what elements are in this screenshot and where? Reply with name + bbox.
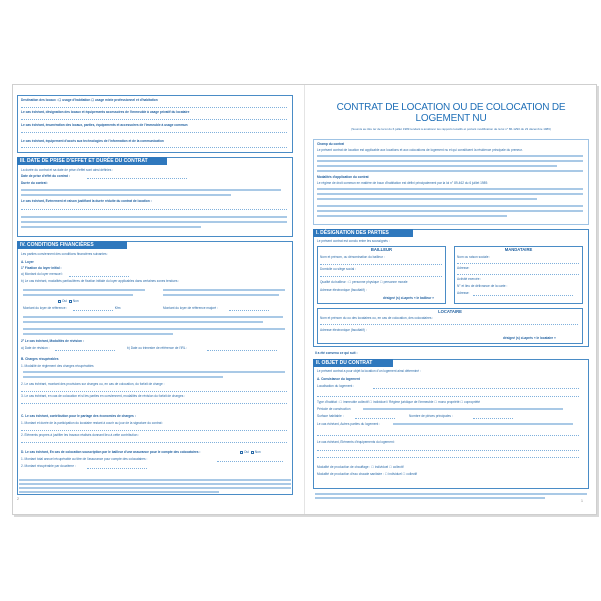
document-subtitle: (Soumis au titre Ier de la loi du 6 juillet 1989 tendant à améliorer les rapports locatifs et portant modification de la loi n° 86-1290 du 23 décembre 1986) bbox=[351, 127, 551, 131]
text-block bbox=[23, 321, 263, 323]
fill-line bbox=[55, 350, 115, 351]
insurance-total-label: 1. Montant total annuel récupérable au titre de l'assurance pour compte des colocataires : bbox=[21, 457, 148, 461]
mandataire-card-address-label: Adresse : bbox=[457, 291, 471, 295]
surface-label: Surface habitable : bbox=[317, 414, 344, 418]
text-block bbox=[19, 487, 291, 489]
reference-rent-unit: €/m² bbox=[115, 306, 122, 310]
bailleur-email-label: Adresse électronique (facultatif) : bbox=[320, 288, 367, 292]
reference-rent-label: Montant du loyer de référence : bbox=[23, 306, 68, 310]
document-title: CONTRAT DE LOCATION OU DE COLOCATION DE LOGEMENT NU bbox=[336, 102, 566, 124]
insurance-heading: D. Le cas échéant, En cas de colocation souscription par le bailleur d'une assurance pour le compte des colocataires : bbox=[21, 450, 201, 454]
no-checkbox[interactable] bbox=[69, 300, 72, 303]
private-premises-line: Le cas échéant, désignation des locaux et équipements accessoires de l'immeuble à usage privatif du locataire bbox=[21, 110, 190, 114]
construction-period-label: Période de construction bbox=[317, 407, 351, 411]
fill-line bbox=[320, 324, 578, 325]
fill-line bbox=[69, 276, 129, 277]
mandataire-activity-label: Activité exercée : bbox=[457, 277, 482, 281]
fill-line bbox=[207, 350, 277, 351]
text-block bbox=[317, 198, 537, 200]
savings-contribution-heading: C. Le cas échéant, contribution pour le partage des économies de charges : bbox=[21, 414, 136, 418]
insurance-yes-label: Oui bbox=[244, 450, 249, 454]
mandataire-caption: MANDATAIRE bbox=[504, 247, 533, 252]
text-block bbox=[393, 423, 573, 425]
application-line: Le régime de droit commun en matière de baux d'habitation est défini principalement par la loi n° 89-462 du 6 juillet 1989. bbox=[317, 181, 489, 185]
rooms-label: Nombre de pièces principales : bbox=[409, 414, 453, 418]
fill-line bbox=[317, 396, 579, 397]
bailleur-address-label: Domicile ou siège social : bbox=[320, 267, 356, 271]
right-page bbox=[313, 95, 589, 505]
parties-intro: Le présent contrat est conclu entre les soussignés : bbox=[317, 239, 390, 243]
text-block bbox=[21, 226, 201, 228]
text-block bbox=[317, 193, 583, 195]
section-4-heading: IV. CONDITIONS FINANCIÈRES bbox=[17, 241, 127, 249]
reduced-duration-label: Le cas échéant, Événement et raison justifiant la durée réduite du contrat de location : bbox=[21, 199, 152, 203]
fill-line bbox=[21, 442, 287, 443]
fill-line bbox=[87, 468, 147, 469]
text-block bbox=[23, 376, 223, 378]
heating-label: Modalité de production de chauffage : ☐ individuel ☐ collectif bbox=[317, 465, 404, 469]
common-premises-line: Le cas échéant, énumération des locaux, parties, équipements et accessoires de l'immeuble à usage commun bbox=[21, 123, 188, 127]
monthly-rent-label: a) Montant du loyer mensuel : bbox=[21, 272, 64, 276]
revision-date-label: a) Date de révision : bbox=[21, 346, 50, 350]
location-label: Localisation du logement : bbox=[317, 384, 355, 388]
text-block bbox=[317, 215, 507, 217]
text-block bbox=[21, 221, 287, 223]
charges-heading: B. Charges récupérables bbox=[21, 357, 59, 361]
text-block bbox=[23, 316, 283, 318]
locataire-designation: désigné (s) ci-après « le locataire » bbox=[503, 336, 556, 340]
text-block bbox=[317, 155, 583, 157]
text-block bbox=[317, 205, 583, 207]
fill-line bbox=[320, 276, 442, 277]
fill-line bbox=[21, 119, 287, 120]
fill-line bbox=[73, 310, 113, 311]
bailleur-caption: BAILLEUR bbox=[370, 247, 393, 252]
section-3-heading: III. DATE DE PRISE D'EFFET ET DURÉE DU CONTRAT bbox=[17, 157, 167, 165]
text-block bbox=[21, 194, 231, 196]
fill-line bbox=[21, 107, 287, 108]
works-justification-label: 2. Éléments propres à justifier les travaux réalisés donnant lieu à cette contribution : bbox=[21, 433, 140, 437]
text-block bbox=[315, 497, 545, 499]
section-1-heading: I. DÉSIGNATION DES PARTIES bbox=[313, 229, 413, 237]
bailleur-name-label: Nom et prénom, ou dénomination du bailleur : bbox=[320, 255, 385, 259]
mandataire-name-label: Nom ou raison sociale : bbox=[457, 255, 491, 259]
page-fold bbox=[304, 85, 305, 515]
agreement-line: Il a été convenu ce qui suit : bbox=[315, 351, 358, 355]
scope-heading: Champ du contrat bbox=[317, 142, 345, 146]
provisions-label: 2. Le cas échéant, montant des provisions sur charges ou, en cas de colocation, du forfait de charge : bbox=[21, 382, 165, 386]
locataire-name-label: Nom et prénom du ou des locataires ou, en cas de colocation, des colocataires : bbox=[320, 316, 434, 320]
text-block bbox=[23, 294, 133, 296]
bailleur-quality-label: Qualité du bailleur : ☐ personne physique ☐ personne morale bbox=[320, 280, 408, 284]
hot-water-label: Modalité de production d'eau chaude sanitaire : ☐ individuel ☐ collectif bbox=[317, 472, 418, 476]
text-block bbox=[317, 165, 557, 167]
section-3-line: La durée du contrat et sa date de prise d'effet sont ainsi définies : bbox=[21, 168, 114, 172]
text-block bbox=[317, 160, 583, 162]
contract-sheet bbox=[12, 84, 597, 515]
text-block bbox=[317, 210, 583, 212]
text-block bbox=[317, 170, 583, 172]
loyer-heading: A. Loyer bbox=[21, 260, 34, 264]
text-block bbox=[23, 333, 173, 335]
fill-line bbox=[217, 461, 283, 462]
application-heading: Modalités d'application du contrat bbox=[317, 175, 369, 179]
charges-payment-label: 1. Modalité de règlement des charges récupérables bbox=[21, 364, 94, 368]
other-parts-label: Le cas échéant, Autres parties du logement : bbox=[317, 422, 381, 426]
mandataire-card-label: N° et lieu de délivrance de la carte : bbox=[457, 284, 508, 288]
fill-line bbox=[317, 450, 579, 451]
left-page: Destination des locaux : ☐ usage d'habitation ☐ usage mixte professionnel et d'habitation Le cas échéant, désignation des locaux et équipements accessoires de l'immeuble à usage privatif du locataire Le cas échéant, énumération des locaux, parties, équipements et accessoires de l'immeuble à usage commun Le cas échéant, équipement d'accès aux technologies de l'information et de la communication III. DATE DE PRISE D'EFFET ET DURÉE DU CONTRAT La durée du contrat et sa date de prise d'effet sont ainsi définies : Date de prise d'effet du contrat : Durée du contrat : Le cas échéant, Événement et raison justifiant la durée réduite du contrat de location : IV. CONDITIONS FINANCIÈRES Les parties conviennent des conditions financières suivantes : A. Loyer 1° Fixation du loyer initial : a) Montant du loyer mensuel : b) Le cas échéant, modalités particulières de fixation initiale du loyer applicables dans certaines zones tendues : Oui Non Montant du loyer de référence : €/m² Montant du loyer de référence majoré : 2° Le cas échéant, Modalités de révision : a) Date de révision : b) Date ou trimestre de référence de l'IRL : B. Charges récupérables 1. Modalité de règlement des charges récupérables 2. Le cas échéant, montant des provisions sur charges ou, en cas de colocation, du forfait de charge : 3. Le cas échéant, en cas de colocation et si les parties en conviennent, modalités de révision du forfait de charges : C. Le cas échéant, contribution pour le partage des économies de charges : 1. Montant et durée de la participation du locataire restant à courir au jour de la signature du contrat : 2. Éléments propres à justifier les travaux réalisés donnant lieu à cette contribution : D. Le cas échéant, En cas de colocation souscription par le bailleur d'une assurance pour le compte des colocataires : Oui Non 1. Montant total annuel récupérable au titre de l'assurance pour compte des colocataires : 2. Montant récupérable par douzième : 2 bbox=[17, 95, 293, 505]
fill-line bbox=[355, 418, 395, 419]
fill-line bbox=[87, 178, 187, 179]
effective-date-label: Date de prise d'effet du contrat : bbox=[21, 174, 70, 178]
tense-zone-label: b) Le cas échéant, modalités particulières de fixation initiale du loyer applicables dans certaines zones tendues : bbox=[21, 279, 180, 283]
tic-equipment-line: Le cas échéant, équipement d'accès aux technologies de l'information et de la communication bbox=[21, 139, 164, 143]
insurance-yes-checkbox[interactable] bbox=[240, 451, 243, 454]
habitat-type-label: Type d'habitat : ☐ immeuble collectif ☐ individuel / Régime juridique de l'immeuble ☐ mono propriété ☐ copropriété bbox=[317, 400, 481, 404]
text-block bbox=[21, 216, 287, 218]
fill-line bbox=[21, 132, 287, 133]
fill-line bbox=[473, 418, 513, 419]
text-block bbox=[163, 289, 285, 291]
text-block bbox=[19, 483, 291, 485]
text-block bbox=[317, 188, 583, 190]
fill-line bbox=[229, 310, 269, 311]
text-block bbox=[363, 408, 563, 410]
fill-line bbox=[317, 457, 579, 458]
insurance-no-label: Non bbox=[254, 450, 261, 454]
text-block bbox=[21, 189, 281, 191]
fill-line bbox=[21, 209, 287, 210]
fill-line bbox=[317, 435, 579, 436]
irl-date-label: b) Date ou trimestre de référence de l'IRL : bbox=[127, 346, 188, 350]
section-4-intro: Les parties conviennent des conditions financières suivantes : bbox=[21, 252, 109, 256]
text-block bbox=[23, 328, 285, 330]
text-block bbox=[23, 371, 285, 373]
destination-line: Destination des locaux : ☐ usage d'habitation ☐ usage mixte professionnel et d'habitation bbox=[21, 98, 158, 102]
fill-line bbox=[373, 388, 579, 389]
text-block bbox=[19, 479, 291, 481]
forfait-revision-label: 3. Le cas échéant, en cas de colocation et si les parties en conviennent, modalités de révision du forfait de charges : bbox=[21, 394, 186, 398]
scope-line: Le présent contrat de location est applicable aux locations et aux colocations de logement nu et qui constituent la résidence principale du preneur. bbox=[317, 148, 523, 152]
duration-label: Durée du contrat : bbox=[21, 181, 49, 185]
text-block bbox=[19, 491, 219, 493]
mandataire-address-label: Adresse : bbox=[457, 266, 471, 270]
object-intro: Le présent contrat a pour objet la location d'un logement ainsi déterminé : bbox=[317, 369, 421, 373]
section-2-heading: II. OBJET DU CONTRAT bbox=[313, 359, 393, 367]
fill-line bbox=[21, 391, 287, 392]
revision-label: 2° Le cas échéant, Modalités de révision : bbox=[21, 339, 84, 343]
reference-rent-majore-label: Montant du loyer de référence majoré : bbox=[163, 306, 218, 310]
fill-line bbox=[21, 147, 287, 148]
equipment-label: Le cas échéant, Éléments d'équipements du logement : bbox=[317, 440, 396, 444]
page-number-right: 1 bbox=[581, 499, 583, 503]
locataire-email-label: Adresse électronique (facultatif) : bbox=[320, 328, 367, 332]
yes-checkbox[interactable] bbox=[58, 300, 61, 303]
fill-line bbox=[21, 430, 287, 431]
initial-rent-label: 1° Fixation du loyer initial : bbox=[21, 266, 62, 270]
consistency-heading: A. Consistance du logement bbox=[317, 377, 360, 381]
insurance-monthly-label: 2. Montant récupérable par douzième : bbox=[21, 464, 76, 468]
text-block bbox=[163, 294, 279, 296]
text-block bbox=[315, 493, 587, 495]
text-block bbox=[23, 289, 145, 291]
locataire-caption: LOCATAIRE bbox=[438, 309, 462, 314]
fill-line bbox=[457, 274, 579, 275]
fill-line bbox=[457, 263, 579, 264]
page-number-left: 2 bbox=[17, 497, 19, 501]
bailleur-designation: désigné (s) ci-après « le bailleur » bbox=[383, 296, 435, 300]
contribution-amount-label: 1. Montant et durée de la participation du locataire restant à courir au jour de la signature du contrat : bbox=[21, 421, 164, 425]
fill-line bbox=[473, 295, 573, 296]
fill-line bbox=[21, 403, 287, 404]
fill-line bbox=[320, 264, 442, 265]
insurance-no-checkbox[interactable] bbox=[251, 451, 254, 454]
